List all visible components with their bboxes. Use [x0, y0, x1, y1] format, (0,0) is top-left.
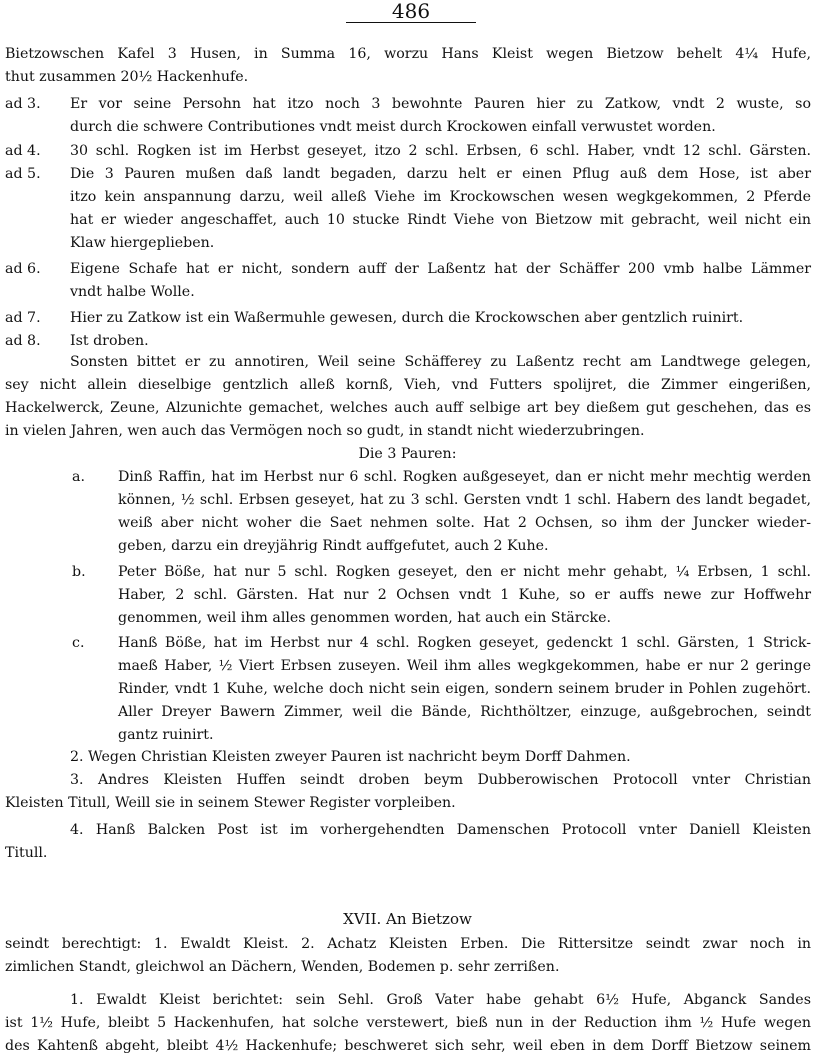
text-line: seindt berechtigt: 1. Ewaldt Kleist. 2. Achatz Kleisten Erben. Die Rittersitze seindt zwar noch in [5, 936, 811, 952]
text-line: Aller Dreyer Bawern Zimmer, weil die Bände, Richthöltzer, einzuge, außgebrochen, seindt [118, 704, 811, 720]
section-title: XVII. An Bietzow [343, 910, 472, 928]
text-line: maeß Haber, ½ Viert Erbsen zuseyen. Weil ihm alles wegkgekommen, habe er nur 2 geringe [118, 658, 811, 674]
text-line: 1. Ewaldt Kleist berichtet: sein Sehl. Groß Vater habe gehabt 6½ Hufe, Abganck Sandes [70, 992, 811, 1008]
text-line: Peter Böße, hat nur 5 schl. Rogken geseyet, den er nicht mehr gehabt, ¼ Erbsen, 1 schl. [118, 564, 811, 580]
text-line: Eigene Schafe hat er nicht, sondern auff der Laßentz hat der Schäffer 200 vmb halbe Lämmer [70, 261, 811, 277]
text-line: gantz ruinirt. [118, 727, 214, 743]
text-line: Bietzowschen Kafel 3 Husen, in Summa 16, worzu Hans Kleist wegen Bietzow behelt 4¼ Hufe, [5, 46, 811, 62]
text-line: Die 3 Pauren mußen daß landt begaden, darzu helt er einen Pflug auß dem Hose, ist aber [70, 166, 811, 182]
text-line: sey nicht allein dieselbige gentzlich alleß kornß, Vieh, vnd Futters spolijret, die Zimmer eingerißen, [5, 377, 811, 393]
text-line: zimlichen Standt, gleichwol an Dächern, Wenden, Bodemen p. sehr zerrißen. [5, 959, 560, 975]
ad-label: ad 6. [5, 261, 41, 277]
text-line: ist 1½ Hufe, bleibt 5 Hackenhufen, hat solche verstewert, bieß nun in der Reduction ihm ½ Hufe wegen [5, 1015, 811, 1031]
text-line: thut zusammen 20½ Hackenhufe. [5, 69, 249, 85]
ad-label: ad 5. [5, 166, 41, 182]
ad-label: ad 4. [5, 143, 41, 159]
text-line: Hackelwerck, Zeune, Alzunichte gemachet, welches auch auff selbige art bey dießem gut geschehen, das es [5, 400, 811, 416]
text-line: Hier zu Zatkow ist ein Waßermuhle gewesen, durch die Krockowschen aber gentzlich ruinirt. [70, 310, 744, 326]
text-line: Ist droben. [70, 333, 149, 349]
page-number: 486 [391, 0, 431, 23]
text-line: durch die schwere Contributiones vndt meist durch Krockowen einfall verwustet worden. [70, 119, 716, 135]
text-line: in vielen Jahren, wen auch das Vermögen noch so gudt, in standt nicht wiederzubringen. [5, 423, 645, 439]
ad-label: ad 8. [5, 333, 41, 349]
ad-label: ad 3. [5, 96, 41, 112]
text-line: Klaw hiergeplieben. [70, 235, 215, 251]
text-line: hat er wieder angeschaffet, auch 10 stucke Rindt Viehe von Bietzow mit gebracht, weil nicht ein [70, 212, 811, 228]
text-line: 3. Andres Kleisten Huffen seindt droben beym Dubberowischen Protocoll vnter Christian [70, 772, 811, 788]
text-line: können, ½ schl. Erbsen geseyet, hat zu 3 schl. Gersten vndt 1 schl. Habern des landt begadet, [118, 492, 811, 508]
text-line: Er vor seine Persohn hat itzo noch 3 bewohnte Pauren hier zu Zatkow, vndt 2 wuste, so [70, 96, 811, 112]
text-line: des Kahtenß abgeht, bleibt 4½ Hackenhufe; beschweret sich sehr, weil eben in dem Dorff Bietzow seinem [5, 1038, 811, 1054]
list-marker: a. [72, 469, 85, 485]
text-line: 4. Hanß Balcken Post ist im vorhergehendten Damenschen Protocoll vnter Daniell Kleisten [70, 822, 811, 838]
text-line: Sonsten bittet er zu annotiren, Weil seine Schäfferey zu Laßentz recht am Landtwege gelegen, [70, 354, 811, 370]
text-line: Kleisten Titull, Weill sie in seinem Stewer Register vorpleiben. [5, 795, 456, 811]
text-line: vndt halbe Wolle. [70, 284, 195, 300]
header-rule [346, 22, 476, 23]
list-marker: b. [72, 564, 86, 580]
text-line: genommen, weil ihm alles genommen worden, hat auch ein Stärcke. [118, 610, 611, 626]
text-line: Dinß Raffin, hat im Herbst nur 6 schl. Rogken außgeseyet, dan er nicht mehr mechtig werden [118, 469, 811, 485]
list-marker: c. [72, 635, 85, 651]
text-line: Titull. [5, 845, 48, 861]
subheading-pauren: Die 3 Pauren: [358, 446, 457, 462]
text-line: Hanß Böße, hat im Herbst nur 4 schl. Rogken geseyet, gedenckt 1 schl. Gärsten, 1 Strick- [118, 635, 811, 651]
text-line: Rinder, vndt 1 Kuhe, welche doch nicht sein eigen, sondern seinem bruder in Pohlen zugehört. [118, 681, 811, 697]
text-line: 2. Wegen Christian Kleisten zweyer Pauren ist nachricht beym Dorff Dahmen. [70, 749, 631, 765]
ad-label: ad 7. [5, 310, 41, 326]
text-line: itzo kein anspannung darzu, weil alleß Viehe im Krockowschen wesen wegkgekommen, 2 Pferde [70, 189, 811, 205]
text-line: weiß aber nicht woher die Saet nehmen solte. Hat 2 Ochsen, so ihm der Juncker wieder- [118, 515, 811, 531]
text-line: 30 schl. Rogken ist im Herbst geseyet, itzo 2 schl. Erbsen, 6 schl. Haber, vndt 12 schl. Gärsten. [70, 143, 811, 159]
text-line: geben, darzu ein dreyjährig Rindt auffgefutet, auch 2 Kuhe. [118, 538, 549, 554]
text-line: Haber, 2 schl. Gärsten. Hat nur 2 Ochsen vndt 1 Kuhe, so er auffs newe zur Hoffwehr [118, 587, 811, 603]
